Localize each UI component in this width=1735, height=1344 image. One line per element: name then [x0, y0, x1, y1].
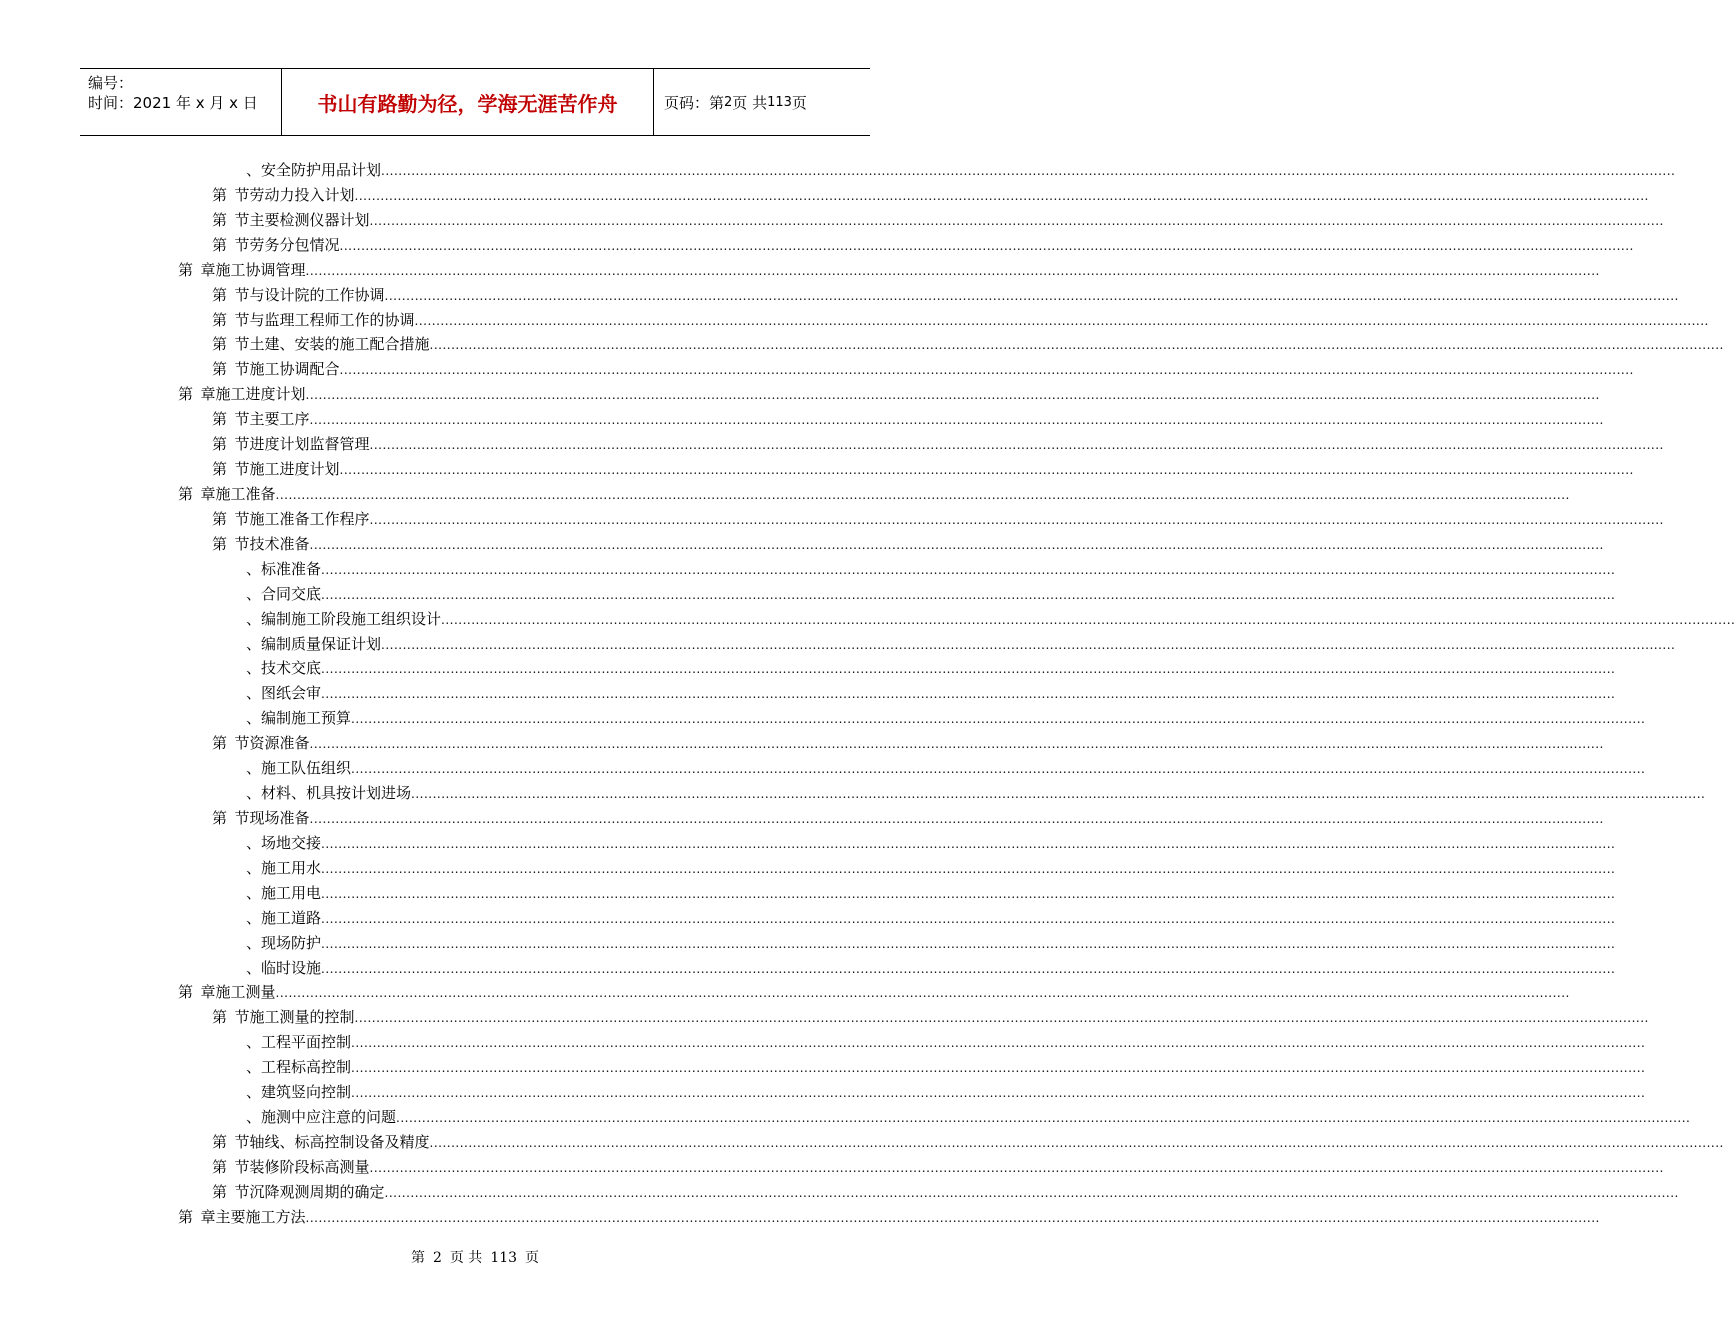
toc-entry-number: 第 节: [212, 1008, 250, 1027]
toc-entry-number: 、: [246, 858, 262, 877]
toc-entry-number: 、: [246, 161, 262, 179]
toc-dot-leader: ............................................................................................................................................................................................................................................................................................................: [369, 213, 1664, 228]
toc-entry[interactable]: [0, 382, 1600, 407]
toc-entry[interactable]: [0, 656, 1616, 681]
toc-entry[interactable]: [0, 1205, 1600, 1230]
toc-entry-line: [246, 956, 1616, 981]
toc-entry-line: [246, 1080, 1646, 1105]
toc-entry[interactable]: [0, 283, 1679, 308]
toc-entry[interactable]: [0, 1030, 1646, 1055]
toc-dot-leader: ............................................................................................................................................................................................................................................................................................................: [411, 787, 1706, 802]
toc-entry-title: 合同交底: [261, 584, 322, 603]
toc-dot-leader: ............................................................................................................................................................................................................................................................................................................: [275, 487, 1570, 502]
toc-entry[interactable]: [0, 482, 1570, 507]
toc-dot-leader: ............................................................................................................................................................................................................................................................................................................: [351, 712, 1646, 727]
toc-entry-line: [212, 283, 1679, 308]
toc-entry-title: 施工测量的控制: [249, 1008, 355, 1027]
toc-dot-leader: ............................................................................................................................................................................................................................................................................................................: [381, 164, 1676, 178]
toc-entry-title: 施测中应注意的问题: [261, 1108, 397, 1127]
toc-entry-number: 第 节: [212, 410, 250, 429]
toc-entry-line: [212, 1180, 1679, 1205]
toc-entry[interactable]: [0, 906, 1616, 931]
toc-dot-leader: ............................................................................................................................................................................................................................................................................................................: [369, 1160, 1664, 1175]
toc-entry-line: [212, 1005, 1649, 1030]
toc-entry[interactable]: [0, 1005, 1649, 1030]
toc-entry-number: 第 章: [178, 260, 216, 279]
toc-entry-line: [212, 507, 1664, 532]
toc-entry-number: 、: [246, 1083, 262, 1102]
document-number-label: 编号：: [88, 74, 134, 92]
document-time-label: 时间：2021 年 x 月 x 日: [88, 94, 258, 112]
toc-dot-leader: ............................................................................................................................................................................................................................................................................................................: [354, 1011, 1649, 1026]
toc-entry-line: [212, 731, 1604, 756]
toc-dot-leader: ............................................................................................................................................................................................................................................................................................................: [384, 1185, 1679, 1200]
header-page-total: 113: [767, 94, 792, 110]
toc-entry[interactable]: [0, 931, 1616, 956]
toc-entry[interactable]: [0, 1155, 1664, 1180]
toc-entry-title: 技术准备: [249, 534, 310, 553]
toc-dot-leader: ............................................................................................................................................................................................................................................................................................................: [441, 612, 1735, 627]
toc-entry-title: 图纸会审: [261, 684, 322, 703]
toc-dot-leader: ............................................................................................................................................................................................................................................................................................................: [305, 388, 1600, 403]
toc-entry-line: [212, 457, 1634, 482]
toc-entry-number: 第 节: [212, 808, 250, 827]
toc-entry-line: [212, 233, 1634, 258]
toc-entry-line: [178, 980, 1570, 1005]
toc-entry-line: [246, 1055, 1646, 1080]
toc-entry-line: [212, 407, 1604, 432]
toc-entry-title: 施工准备工作程序: [249, 509, 370, 528]
toc-entry-line: [212, 308, 1709, 333]
toc-entry[interactable]: [0, 756, 1646, 781]
toc-entry[interactable]: [0, 532, 1604, 557]
toc-entry-line: [246, 781, 1706, 806]
toc-entry-title: 临时设施: [261, 958, 322, 977]
toc-entry-line: [246, 1105, 1691, 1130]
toc-dot-leader: ............................................................................................................................................................................................................................................................................................................: [321, 861, 1616, 876]
toc-entry[interactable]: [0, 582, 1616, 607]
header-page-mid: 页 共: [732, 93, 768, 112]
toc-entry-number: 、: [246, 1058, 262, 1077]
toc-entry-number: 第 节: [212, 210, 250, 229]
toc-entry-number: 、: [246, 1108, 262, 1127]
toc-entry[interactable]: [0, 632, 1676, 657]
toc-entry-title: 主要检测仪器计划: [249, 210, 370, 229]
toc-entry-number: 、: [246, 709, 262, 728]
toc-entry-line: [246, 632, 1676, 657]
toc-dot-leader: ............................................................................................................................................................................................................................................................................................................: [429, 338, 1724, 353]
toc-dot-leader: ............................................................................................................................................................................................................................................................................................................: [369, 438, 1664, 453]
toc-dot-leader: ............................................................................................................................................................................................................................................................................................................: [351, 762, 1646, 777]
toc-entry[interactable]: [0, 308, 1709, 333]
toc-entry[interactable]: [0, 208, 1664, 233]
toc-entry-number: 、: [246, 659, 262, 678]
header-page-info: [654, 69, 870, 135]
toc-entry-line: [246, 557, 1616, 582]
toc-entry-number: 第 章: [178, 983, 216, 1002]
toc-entry-title: 编制施工阶段施工组织设计: [261, 609, 442, 628]
toc-entry[interactable]: [0, 1180, 1679, 1205]
toc-entry-title: 施工用水: [261, 858, 322, 877]
toc-dot-leader: ............................................................................................................................................................................................................................................................................................................: [384, 288, 1679, 303]
table-of-contents: [0, 158, 1735, 1230]
toc-entry-title: 与设计院的工作协调: [249, 285, 385, 304]
toc-entry-line: [246, 1030, 1646, 1055]
toc-entry-title: 标准准备: [261, 559, 322, 578]
toc-entry-line: [178, 482, 1570, 507]
toc-entry-number: 、: [246, 559, 262, 578]
toc-dot-leader: ............................................................................................................................................................................................................................................................................................................: [305, 1210, 1600, 1225]
toc-entry-title: 建筑竖向控制: [261, 1083, 352, 1102]
toc-entry-number: 、: [246, 1033, 262, 1052]
toc-entry[interactable]: [0, 607, 1735, 632]
toc-dot-leader: ............................................................................................................................................................................................................................................................................................................: [381, 637, 1676, 652]
toc-entry[interactable]: [0, 881, 1616, 906]
toc-entry-title: 轴线、标高控制设备及精度: [249, 1132, 430, 1151]
toc-entry-number: 第 章: [178, 1207, 216, 1226]
toc-entry-line: [246, 756, 1646, 781]
toc-entry-number: 、: [246, 684, 262, 703]
toc-entry-number: 、: [246, 634, 262, 653]
toc-entry-title: 资源准备: [249, 734, 310, 753]
toc-entry-line: [246, 906, 1616, 931]
toc-entry-number: 、: [246, 933, 262, 952]
footer-suffix: 页: [525, 1250, 540, 1266]
toc-entry-line: [212, 1155, 1664, 1180]
toc-entry[interactable]: [0, 956, 1616, 981]
toc-entry-line: [246, 582, 1616, 607]
toc-entry-title: 现场防护: [261, 933, 322, 952]
header-motto: 书山有路勤为径，学海无涯苦作舟: [282, 69, 654, 135]
toc-entry[interactable]: [0, 357, 1634, 382]
toc-dot-leader: ............................................................................................................................................................................................................................................................................................................: [429, 1135, 1724, 1150]
toc-entry-number: 第 章: [178, 385, 216, 404]
toc-entry-line: [246, 656, 1616, 681]
toc-dot-leader: ............................................................................................................................................................................................................................................................................................................: [396, 1111, 1691, 1126]
toc-entry-line: [212, 332, 1724, 357]
toc-entry[interactable]: [0, 706, 1646, 731]
toc-entry-line: [212, 806, 1604, 831]
toc-dot-leader: ............................................................................................................................................................................................................................................................................................................: [339, 363, 1634, 378]
toc-entry-line: [212, 183, 1649, 208]
footer-page-total: 113: [490, 1250, 518, 1266]
toc-entry[interactable]: [0, 507, 1664, 532]
toc-dot-leader: ............................................................................................................................................................................................................................................................................................................: [351, 1061, 1646, 1076]
toc-entry-number: 第 节: [212, 185, 250, 204]
toc-entry[interactable]: [0, 1105, 1691, 1130]
toc-entry-line: [246, 158, 1676, 183]
toc-entry-number: 第 节: [212, 460, 250, 479]
toc-entry[interactable]: [0, 233, 1634, 258]
toc-entry-number: 、: [246, 759, 262, 778]
toc-entry-title: 进度计划监督管理: [249, 435, 370, 454]
header-page-current: 2: [724, 94, 733, 110]
toc-entry[interactable]: [0, 183, 1649, 208]
toc-entry[interactable]: [0, 831, 1616, 856]
toc-entry[interactable]: [0, 980, 1570, 1005]
toc-entry-title: 沉降观测周期的确定: [249, 1182, 385, 1201]
toc-dot-leader: ............................................................................................................................................................................................................................................................................................................: [309, 737, 1604, 752]
toc-entry[interactable]: [0, 432, 1664, 457]
toc-entry-number: 第 节: [212, 534, 250, 553]
toc-dot-leader: ............................................................................................................................................................................................................................................................................................................: [309, 811, 1604, 826]
toc-entry-title: 编制施工预算: [261, 709, 352, 728]
toc-dot-leader: ............................................................................................................................................................................................................................................................................................................: [321, 911, 1616, 926]
toc-entry[interactable]: [0, 856, 1616, 881]
toc-entry-line: [246, 931, 1616, 956]
toc-entry[interactable]: [0, 557, 1616, 582]
toc-entry-line: [178, 382, 1600, 407]
toc-entry-line: [212, 532, 1604, 557]
toc-entry-title: 装修阶段标高测量: [249, 1157, 370, 1176]
toc-entry-number: 、: [246, 833, 262, 852]
toc-entry[interactable]: [0, 332, 1724, 357]
toc-entry-number: 第 节: [212, 1157, 250, 1176]
toc-entry-title: 与监理工程师工作的协调: [249, 310, 415, 329]
toc-entry[interactable]: [0, 1080, 1646, 1105]
toc-dot-leader: ............................................................................................................................................................................................................................................................................................................: [351, 1036, 1646, 1051]
toc-entry-number: 、: [246, 584, 262, 603]
toc-dot-leader: ............................................................................................................................................................................................................................................................................................................: [321, 687, 1616, 702]
toc-dot-leader: ............................................................................................................................................................................................................................................................................................................: [321, 836, 1616, 851]
toc-entry-line: [212, 208, 1664, 233]
toc-entry[interactable]: [0, 1130, 1724, 1155]
toc-entry-title: 工程平面控制: [261, 1033, 352, 1052]
header-page-suffix: 页: [791, 93, 807, 112]
footer-page-current: 2: [432, 1250, 442, 1266]
toc-entry-number: 第 节: [212, 734, 250, 753]
toc-entry-title: 主要工序: [249, 410, 310, 429]
toc-dot-leader: ............................................................................................................................................................................................................................................................................................................: [321, 936, 1616, 951]
toc-entry-title: 劳务分包情况: [249, 235, 340, 254]
toc-entry-line: [178, 1205, 1600, 1230]
toc-dot-leader: ............................................................................................................................................................................................................................................................................................................: [321, 587, 1616, 602]
footer-prefix: 第: [410, 1250, 425, 1266]
toc-dot-leader: ............................................................................................................................................................................................................................................................................................................: [321, 562, 1616, 577]
toc-entry-number: 第 节: [212, 360, 250, 379]
toc-entry-title: 施工协调配合: [249, 360, 340, 379]
toc-entry-title: 工程标高控制: [261, 1058, 352, 1077]
toc-entry-line: [246, 607, 1735, 632]
toc-entry[interactable]: [0, 1055, 1646, 1080]
toc-entry-title: 材料、机具按计划进场: [261, 784, 412, 803]
toc-entry-number: 、: [246, 883, 262, 902]
toc-entry-title: 技术交底: [261, 659, 322, 678]
toc-entry-title: 劳动力投入计划: [249, 185, 355, 204]
toc-entry-number: 第 节: [212, 335, 250, 354]
toc-dot-leader: ............................................................................................................................................................................................................................................................................................................: [339, 238, 1634, 253]
footer-mid: 页 共: [449, 1250, 483, 1266]
toc-entry-title: 施工协调管理: [215, 260, 306, 279]
toc-dot-leader: ............................................................................................................................................................................................................................................................................................................: [309, 537, 1604, 552]
toc-entry-number: 、: [246, 609, 262, 628]
toc-entry-line: [212, 432, 1664, 457]
toc-entry-number: 第 章: [178, 484, 216, 503]
toc-entry-line: [212, 1130, 1724, 1155]
toc-entry-number: 第 节: [212, 285, 250, 304]
toc-entry[interactable]: [0, 806, 1604, 831]
toc-entry[interactable]: [0, 158, 1676, 183]
toc-entry[interactable]: [0, 457, 1634, 482]
toc-dot-leader: ............................................................................................................................................................................................................................................................................................................: [309, 413, 1604, 428]
toc-entry-number: 第 节: [212, 435, 250, 454]
toc-dot-leader: ............................................................................................................................................................................................................................................................................................................: [321, 886, 1616, 901]
toc-entry[interactable]: [0, 258, 1600, 283]
toc-entry-number: 第 节: [212, 235, 250, 254]
toc-entry-line: [246, 881, 1616, 906]
toc-entry[interactable]: [0, 681, 1616, 706]
toc-entry-title: 施工用电: [261, 883, 322, 902]
toc-dot-leader: ............................................................................................................................................................................................................................................................................................................: [351, 1086, 1646, 1101]
toc-dot-leader: ............................................................................................................................................................................................................................................................................................................: [369, 512, 1664, 527]
toc-entry-number: 第 节: [212, 310, 250, 329]
toc-entry-title: 施工测量: [215, 983, 276, 1002]
toc-entry-title: 场地交接: [261, 833, 322, 852]
toc-entry-title: 施工道路: [261, 908, 322, 927]
toc-dot-leader: ............................................................................................................................................................................................................................................................................................................: [321, 961, 1616, 976]
toc-entry-line: [246, 681, 1616, 706]
header-meta: [80, 69, 282, 135]
toc-entry-title: 安全防护用品计划: [261, 161, 382, 179]
toc-entry-title: 主要施工方法: [215, 1207, 306, 1226]
toc-dot-leader: ............................................................................................................................................................................................................................................................................................................: [275, 986, 1570, 1001]
toc-entry-number: 第 节: [212, 509, 250, 528]
page-footer: [0, 1247, 950, 1267]
toc-entry-title: 施工进度计划: [249, 460, 340, 479]
toc-entry-line: [246, 856, 1616, 881]
toc-dot-leader: ............................................................................................................................................................................................................................................................................................................: [305, 263, 1600, 278]
page-header: [80, 68, 870, 136]
toc-dot-leader: ............................................................................................................................................................................................................................................................................................................: [414, 313, 1709, 328]
toc-entry-title: 施工准备: [215, 484, 276, 503]
toc-entry-number: 第 节: [212, 1132, 250, 1151]
toc-entry[interactable]: [0, 407, 1604, 432]
toc-entry-line: [246, 831, 1616, 856]
toc-entry-number: 、: [246, 958, 262, 977]
toc-dot-leader: ............................................................................................................................................................................................................................................................................................................: [321, 662, 1616, 677]
toc-entry[interactable]: [0, 731, 1604, 756]
toc-entry-line: [212, 357, 1634, 382]
toc-entry-title: 施工进度计划: [215, 385, 306, 404]
toc-entry-line: [178, 258, 1600, 283]
toc-entry-title: 施工队伍组织: [261, 759, 352, 778]
toc-entry-title: 现场准备: [249, 808, 310, 827]
toc-entry[interactable]: [0, 781, 1706, 806]
toc-dot-leader: ............................................................................................................................................................................................................................................................................................................: [354, 188, 1649, 203]
toc-entry-number: 、: [246, 784, 262, 803]
toc-entry-number: 、: [246, 908, 262, 927]
toc-dot-leader: ............................................................................................................................................................................................................................................................................................................: [339, 463, 1634, 478]
toc-entry-line: [246, 706, 1646, 731]
toc-entry-number: 第 节: [212, 1182, 250, 1201]
toc-entry-title: 编制质量保证计划: [261, 634, 382, 653]
header-page-prefix: 页码：第: [664, 93, 725, 112]
toc-entry-title: 土建、安装的施工配合措施: [249, 335, 430, 354]
